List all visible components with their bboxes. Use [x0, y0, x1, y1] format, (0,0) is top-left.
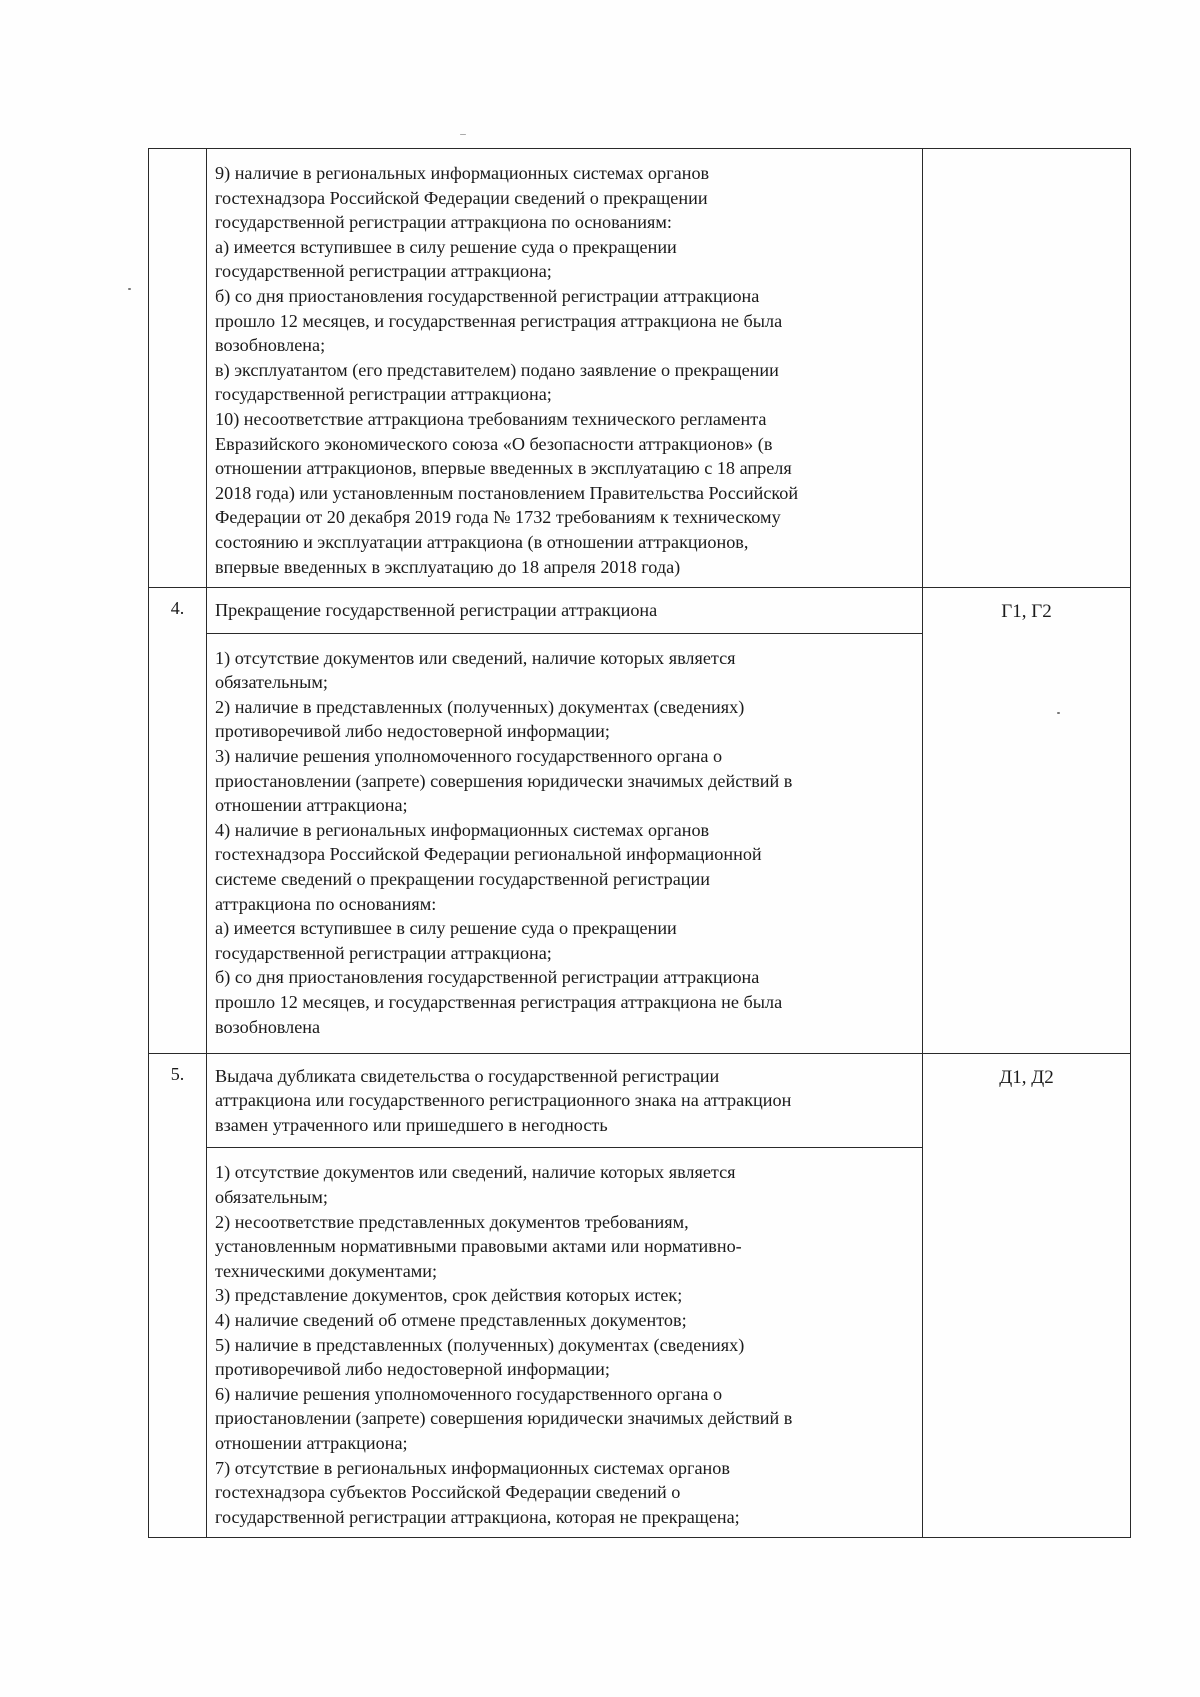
table-row — [149, 1053, 1131, 1148]
row-number: 5. — [149, 1053, 207, 1538]
text-line: прошло 12 месяцев, и государственная регистрация аттракциона не была — [215, 992, 783, 1012]
text-line: 4) наличие в региональных информационных системах органов — [215, 819, 710, 840]
text-line: б) со дня приостановления государственной регистрации аттракциона — [215, 967, 760, 988]
text-line: обязательным; — [215, 1187, 328, 1208]
text-line: 10) несоответствие аттракциона требованиям технического регламента — [215, 408, 767, 429]
service-name — [207, 588, 923, 634]
text-line: 2018 года) или установленным постановлением Правительства Российской — [215, 482, 799, 503]
service-name — [207, 1053, 923, 1148]
text-line: гостехнадзора субъектов Российской Федерации сведений о — [215, 1482, 681, 1503]
text-line: 1) отсутствие документов или сведений, наличие которых является — [215, 647, 736, 668]
text-line: аттракциона или государственного регистрационного знака на аттракцион — [215, 1090, 792, 1111]
text-line: государственной регистрации аттракциона; — [215, 942, 552, 963]
text-line: прошло 12 месяцев, и государственная регистрация аттракциона не была — [215, 310, 783, 331]
text-line: системе сведений о прекращении государственной регистрации — [215, 869, 710, 890]
text-line: противоречивой либо недостоверной информации; — [215, 1359, 610, 1380]
text-line: 4) наличие сведений об отмене представленных документов; — [215, 1310, 687, 1331]
text-line: государственной регистрации аттракциона, которая не прекращена; — [215, 1506, 740, 1527]
text-line: гостехнадзора Российской Федерации региональной информационной — [215, 844, 762, 865]
text-line: отношении аттракционов, впервые введенных в эксплуатацию с 18 апреля — [215, 458, 792, 479]
row-number — [149, 149, 207, 588]
row-code: Д1, Д2 — [923, 1053, 1131, 1538]
text-line: Выдача дубликата свидетельства о государственной регистрации — [215, 1065, 720, 1086]
refusal-reasons — [207, 149, 923, 588]
text-line: состоянию и эксплуатации аттракциона (в отношении аттракционов, — [215, 531, 749, 552]
text-line: возобновлена; — [215, 335, 326, 356]
refusal-reasons — [207, 1148, 923, 1538]
text-line: отношении аттракциона; — [215, 795, 408, 816]
text-line: гостехнадзора Российской Федерации сведений о прекращении — [215, 187, 708, 208]
text-line: 2) наличие в представленных (полученных) документах (сведениях) — [215, 696, 745, 717]
text-line: 5) наличие в представленных (полученных) документах (сведениях) — [215, 1334, 745, 1355]
text-line: государственной регистрации аттракциона; — [215, 384, 552, 405]
text-line: обязательным; — [215, 672, 328, 693]
text-line: б) со дня приостановления государственной регистрации аттракциона — [215, 285, 760, 306]
requirements-table — [148, 148, 1131, 1538]
text-line: государственной регистрации аттракциона по основаниям: — [215, 212, 672, 233]
text-line: возобновлена — [215, 1016, 321, 1037]
text-line: Евразийского экономического союза «О безопасности аттракционов» (в — [215, 433, 773, 454]
scan-speck — [128, 288, 131, 290]
text-line: 1) отсутствие документов или сведений, наличие которых является — [215, 1162, 736, 1183]
text-line: установленным нормативными правовыми актами или нормативно- — [215, 1236, 742, 1257]
text-line: 6) наличие решения уполномоченного государственного органа о — [215, 1383, 723, 1404]
table-row — [149, 588, 1131, 634]
scan-speck — [460, 134, 466, 135]
text-line: а) имеется вступившее в силу решение суда о прекращении — [215, 918, 677, 939]
text-line: 3) представление документов, срок действия которых истек; — [215, 1285, 683, 1306]
text-line: техническими документами; — [215, 1260, 438, 1281]
text-line: приостановлении (запрете) совершения юридически значимых действий в — [215, 770, 793, 791]
text-line: Прекращение государственной регистрации аттракциона — [215, 600, 658, 621]
text-line: аттракциона по основаниям: — [215, 893, 437, 914]
refusal-reasons — [207, 633, 923, 1053]
text-line: 9) наличие в региональных информационных системах органов — [215, 163, 710, 183]
row-code: Г1, Г2 — [923, 588, 1131, 1054]
text-line: противоречивой либо недостоверной информации; — [215, 721, 610, 742]
table-row — [149, 149, 1131, 588]
text-line: 7) отсутствие в региональных информационных системах органов — [215, 1457, 730, 1478]
text-line: 2) несоответствие представленных документов требованиям, — [215, 1211, 689, 1232]
text-line: 3) наличие решения уполномоченного государственного органа о — [215, 746, 723, 767]
text-line: отношении аттракциона; — [215, 1433, 408, 1453]
text-line: в) эксплуатантом (его представителем) подано заявление о прекращении — [215, 359, 779, 380]
row-number: 4. — [149, 588, 207, 1054]
row-code — [923, 149, 1131, 588]
text-line: впервые введенных в эксплуатацию до 18 апреля 2018 года) — [215, 556, 681, 577]
text-line: взамен утраченного или пришедшего в негодность — [215, 1114, 608, 1135]
text-line: государственной регистрации аттракциона; — [215, 261, 552, 282]
text-line: Федерации от 20 декабря 2019 года № 1732 требованиям к техническому — [215, 507, 781, 528]
text-line: приостановлении (запрете) совершения юридически значимых действий в — [215, 1408, 793, 1429]
text-line: а) имеется вступившее в силу решение суда о прекращении — [215, 236, 677, 257]
